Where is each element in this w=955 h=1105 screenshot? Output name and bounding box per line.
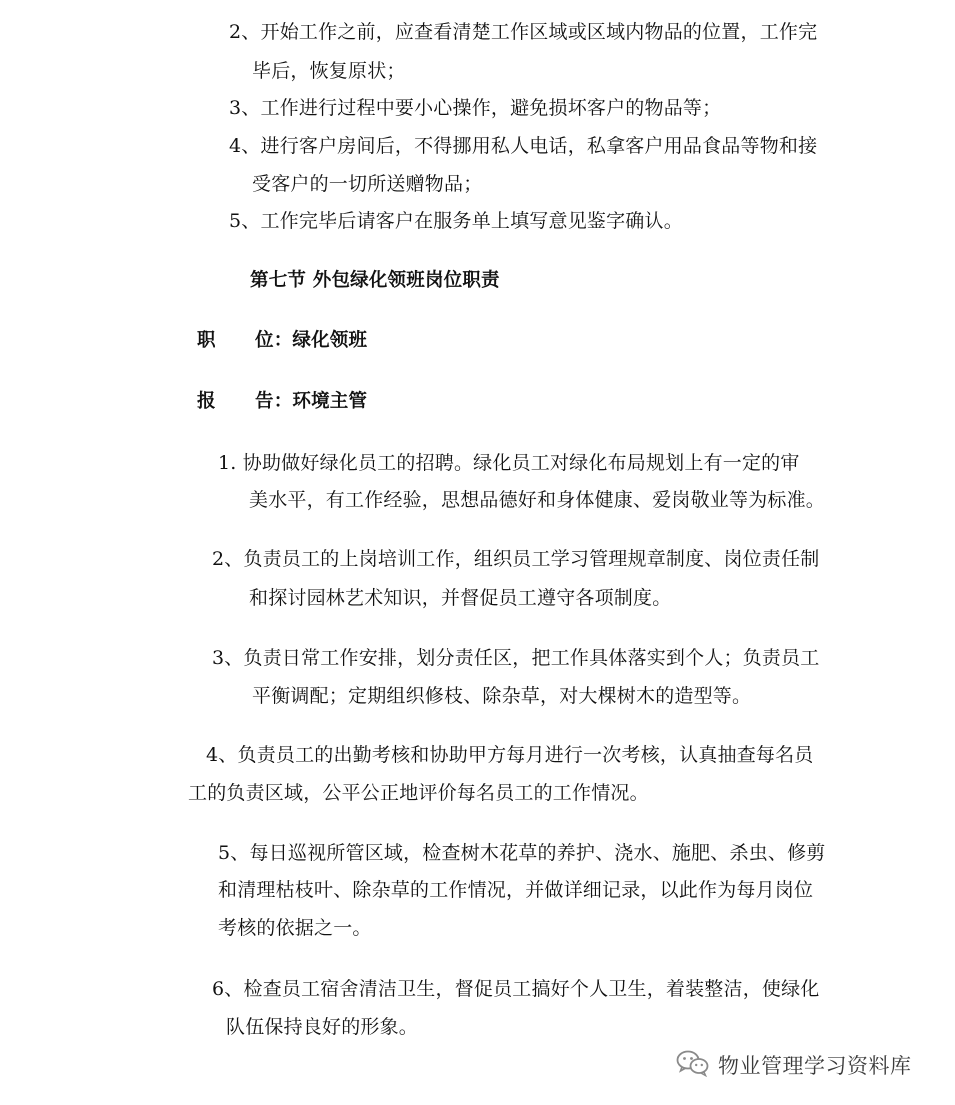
list-item-continuation: 受客户的一切所送赠物品； bbox=[252, 173, 483, 195]
list-item-continuation: 毕后，恢复原状； bbox=[252, 60, 406, 82]
report-label: 报 bbox=[197, 391, 216, 412]
duty-item-continuation: 和清理枯枝叶、除杂草的工作情况，并做详细记录，以此作为每月岗位 bbox=[218, 879, 814, 901]
duty-item-continuation: 考核的依据之一。 bbox=[218, 917, 372, 939]
list-item: 2、开始工作之前，应查看清楚工作区域或区域内物品的位置，工作完 bbox=[229, 21, 818, 43]
duty-item-continuation: 和探讨园林艺术知识，并督促员工遵守各项制度。 bbox=[249, 587, 672, 609]
wechat-icon bbox=[676, 1049, 710, 1081]
duty-item: 6、检查员工宿舍清洁卫生，督促员工搞好个人卫生，着装整洁，使绿化 bbox=[212, 978, 820, 1000]
position-value: 位：绿化领班 bbox=[255, 330, 368, 351]
duty-item: 3、负责日常工作安排，划分责任区，把工作具体落实到个人；负责员工 bbox=[212, 647, 820, 669]
section-title: 第七节 外包绿化领班岗位职责 bbox=[250, 270, 500, 291]
duty-item: 2、负责员工的上岗培训工作，组织员工学习管理规章制度、岗位责任制 bbox=[212, 548, 820, 570]
duty-item: 1. 协助做好绿化员工的招聘。绿化员工对绿化布局规划上有一定的审 bbox=[218, 452, 800, 474]
duty-item-continuation: 工的负责区域，公平公正地评价每名员工的工作情况。 bbox=[188, 782, 649, 804]
list-item: 5、工作完毕后请客户在服务单上填写意见鉴字确认。 bbox=[229, 210, 683, 232]
watermark bbox=[676, 1048, 912, 1082]
list-item: 3、工作进行过程中要小心操作，避免损坏客户的物品等； bbox=[229, 97, 722, 119]
report-value: 告：环境主管 bbox=[255, 391, 368, 412]
duty-item: 4、负责员工的出勤考核和协助甲方每月进行一次考核，认真抽查每名员 bbox=[206, 744, 814, 766]
duty-item-continuation: 平衡调配；定期组织修枝、除杂草，对大棵树木的造型等。 bbox=[252, 685, 752, 707]
duty-item-continuation: 队伍保持良好的形象。 bbox=[226, 1016, 419, 1038]
list-item: 4、进行客户房间后，不得挪用私人电话，私拿客户用品食品等物和接 bbox=[229, 135, 818, 157]
watermark-text: 物业管理学习资料库 bbox=[718, 1054, 912, 1078]
duty-item-continuation: 美水平，有工作经验，思想品德好和身体健康、爱岗敬业等为标准。 bbox=[249, 489, 826, 511]
position-label: 职 bbox=[197, 330, 216, 351]
duty-item: 5、每日巡视所管区域，检查树木花草的养护、浇水、施肥、杀虫、修剪 bbox=[218, 842, 826, 864]
